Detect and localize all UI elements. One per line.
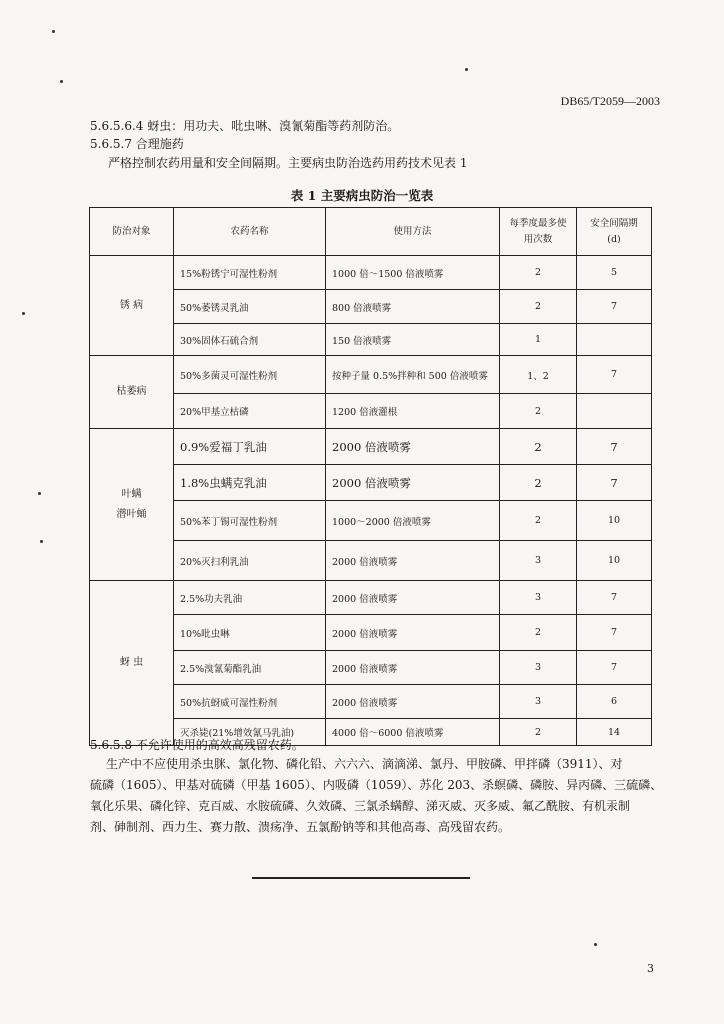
scan-speck (40, 540, 43, 543)
table-row (90, 256, 652, 290)
table-row (90, 429, 652, 465)
safe-interval: 6 (577, 685, 652, 719)
target-rust: 锈 病 (90, 256, 174, 356)
header-interval-line2: (d) (607, 233, 621, 245)
target-aphid: 蚜 虫 (90, 581, 174, 746)
max-times: 3 (500, 685, 577, 719)
target-mite-line1: 叶螨 (121, 488, 142, 500)
scan-speck (465, 68, 468, 71)
safe-interval: 10 (577, 541, 652, 581)
header-target: 防治对象 (90, 208, 174, 256)
usage-method: 按种子量 0.5%拌种和 500 倍液喷雾 (326, 356, 500, 394)
usage-method: 2000 倍液喷雾 (326, 541, 500, 581)
max-times: 2 (500, 501, 577, 541)
para-5658-line1: 生产中不应使用杀虫脒、氯化物、磷化铅、六六六、滴滴涕、氯丹、甲胺磷、甲拌磷（3911）、对 (106, 757, 623, 771)
scan-speck (594, 943, 597, 946)
table-row (90, 324, 652, 356)
para-5656-4: 5.6.5.6.4 蚜虫：用功夫、吡虫啉、溴氰菊酯等药剂防治。 (90, 119, 400, 133)
scan-speck (60, 80, 63, 83)
table-row (90, 501, 652, 541)
usage-method: 1200 倍液灌根 (326, 394, 500, 429)
page-number: 3 (647, 962, 654, 975)
max-times: 2 (500, 429, 577, 465)
usage-method: 2000 倍液喷雾 (326, 465, 500, 501)
table-row (90, 465, 652, 501)
table-row (90, 685, 652, 719)
para-5658-line3: 氧化乐果、磷化锌、克百威、水胺硫磷、久效磷、三氯杀螨醇、涕灭威、灭多威、氟乙酰胺、有机汞制 (90, 799, 631, 813)
para-5657-body: 严格控制农药用量和安全间隔期。主要病虫防治选药用药技术见表 1 (108, 156, 468, 170)
max-times: 2 (500, 719, 577, 746)
pesticide-name: 1.8%虫螨克乳油 (174, 465, 326, 501)
para-5657-heading: 5.6.5.7 合理施药 (90, 137, 184, 151)
safe-interval: 14 (577, 719, 652, 746)
header-name: 农药名称 (174, 208, 326, 256)
para-5658-heading: 5.6.5.8 不允许使用的高效高残留农药。 (90, 738, 304, 752)
pesticide-name: 2.5%溴氰菊酯乳油 (174, 651, 326, 685)
table-row (90, 581, 652, 615)
safe-interval: 7 (577, 290, 652, 324)
safe-interval: 7 (577, 651, 652, 685)
max-times: 2 (500, 256, 577, 290)
header-method: 使用方法 (326, 208, 500, 256)
pesticide-name: 0.9%爱福丁乳油 (174, 429, 326, 465)
table-row (90, 394, 652, 429)
max-times: 1 (500, 324, 577, 356)
usage-method: 150 倍液喷雾 (326, 324, 500, 356)
safe-interval: 10 (577, 501, 652, 541)
safe-interval: 7 (577, 356, 652, 394)
pest-control-table (89, 207, 652, 746)
table-row (90, 541, 652, 581)
standard-code: DB65/T2059—2003 (560, 94, 660, 108)
pesticide-name: 20%甲基立枯磷 (174, 394, 326, 429)
header-times-line1: 每季度最多使 (509, 217, 567, 229)
header-interval (577, 208, 652, 256)
usage-method: 800 倍液喷雾 (326, 290, 500, 324)
safe-interval: 7 (577, 429, 652, 465)
pesticide-name: 50%抗蚜威可湿性粉剂 (174, 685, 326, 719)
max-times: 1、2 (500, 356, 577, 394)
pesticide-name: 30%固体石硫合剂 (174, 324, 326, 356)
header-times-line2: 用次数 (523, 233, 553, 245)
table-row (90, 651, 652, 685)
safe-interval: 7 (577, 465, 652, 501)
max-times: 2 (500, 394, 577, 429)
safe-interval (577, 394, 652, 429)
table-row (90, 290, 652, 324)
usage-method: 1000 倍～1500 倍液喷雾 (326, 256, 500, 290)
pesticide-name: 10%吡虫啉 (174, 615, 326, 651)
usage-method: 2000 倍液喷雾 (326, 685, 500, 719)
header-interval-line1: 安全间隔期 (590, 217, 638, 229)
usage-method: 1000～2000 倍液喷雾 (326, 501, 500, 541)
scan-speck (38, 492, 41, 495)
pesticide-name: 50%多菌灵可湿性粉剂 (174, 356, 326, 394)
scan-speck (52, 30, 55, 33)
usage-method: 4000 倍～6000 倍液喷雾 (326, 719, 500, 746)
para-5658-line4: 剂、砷制剂、西力生、赛力散、溃疡净、五氯酚钠等和其他高毒、高残留农药。 (90, 820, 511, 834)
footer-rule (252, 877, 470, 879)
pesticide-name: 15%粉锈宁可湿性粉剂 (174, 256, 326, 290)
max-times: 3 (500, 581, 577, 615)
max-times: 2 (500, 465, 577, 501)
pesticide-name: 2.5%功夫乳油 (174, 581, 326, 615)
safe-interval: 7 (577, 615, 652, 651)
table-title: 表 1 主要病虫防治一览表 (290, 188, 434, 203)
usage-method: 2000 倍液喷雾 (326, 581, 500, 615)
safe-interval: 7 (577, 581, 652, 615)
target-mite (90, 429, 174, 581)
usage-method: 2000 倍液喷雾 (326, 429, 500, 465)
pesticide-name: 50%萎锈灵乳油 (174, 290, 326, 324)
table-row (90, 615, 652, 651)
max-times: 3 (500, 651, 577, 685)
max-times: 2 (500, 290, 577, 324)
scan-speck (22, 312, 25, 315)
max-times: 2 (500, 615, 577, 651)
target-wilt: 枯萎病 (90, 356, 174, 429)
target-mite-line2: 潜叶蛹 (116, 508, 147, 520)
para-5658-line2: 硫磷（1605）、甲基对硫磷（甲基 1605）、内吸磷（1059）、苏化 203、杀螟磷、磷胺、异丙磷、三硫磷、 (90, 778, 663, 792)
safe-interval (577, 324, 652, 356)
header-times (500, 208, 577, 256)
usage-method: 2000 倍液喷雾 (326, 615, 500, 651)
pesticide-name: 20%灭扫利乳油 (174, 541, 326, 581)
pesticide-name: 灭杀毙(21%增效氰马乳油) (174, 719, 326, 746)
pesticide-name: 50%苯丁锡可湿性粉剂 (174, 501, 326, 541)
max-times: 3 (500, 541, 577, 581)
table-header-row (90, 208, 652, 256)
safe-interval: 5 (577, 256, 652, 290)
table-row (90, 356, 652, 394)
usage-method: 2000 倍液喷雾 (326, 651, 500, 685)
